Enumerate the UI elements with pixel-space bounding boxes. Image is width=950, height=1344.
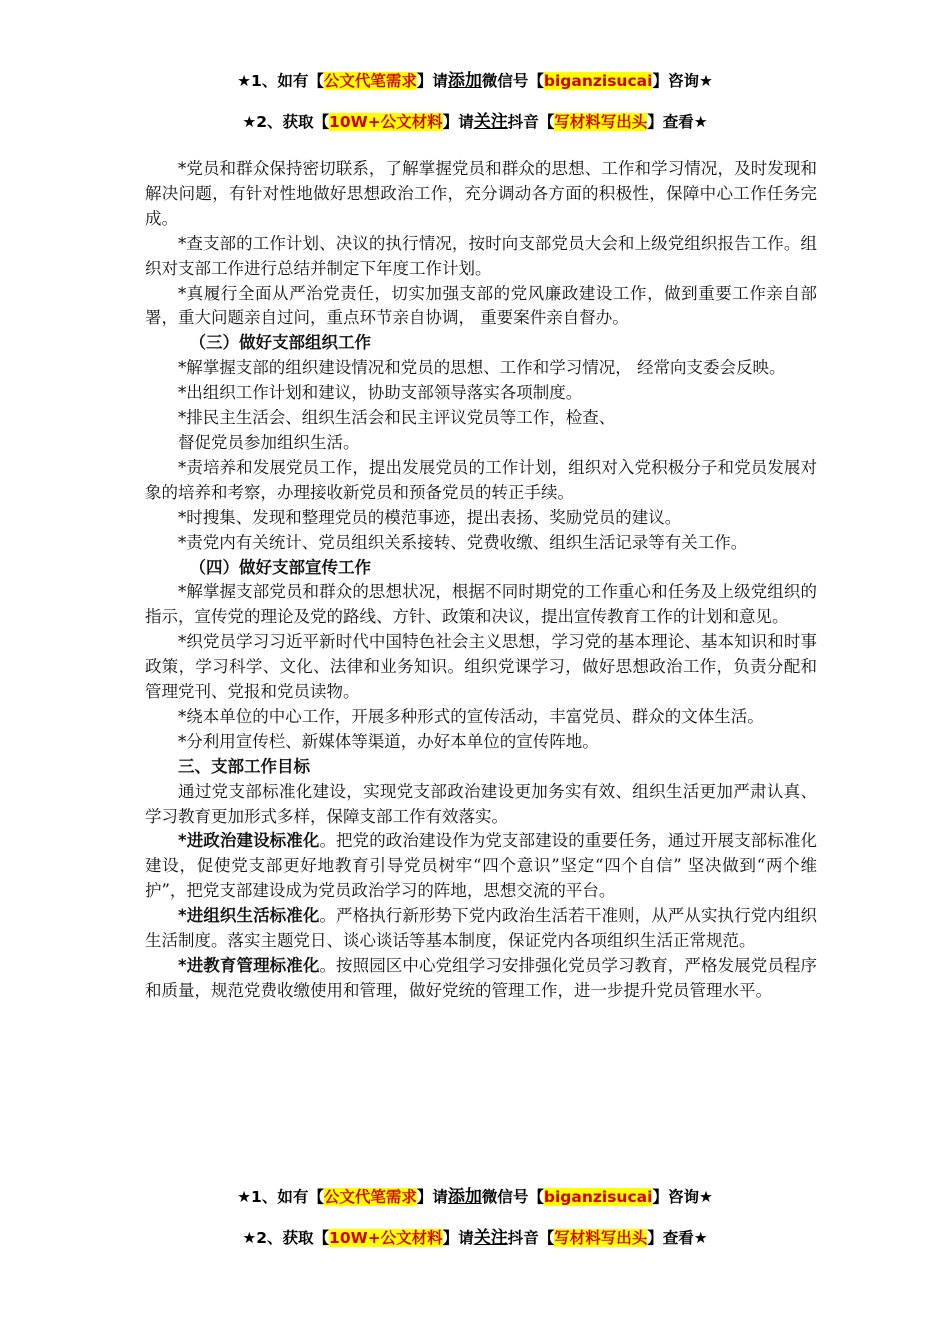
paragraph-text: 。把党的政治建设作为党支部建设的重要任务，通过开展支部标准化建设，促使党支部更好地教育引导党员树牢“四个意识”坚定“四个自信” 坚决做到“两个维护”，把党支部建设成为党员政治学习的阵地，思想交流的平台。 <box>145 831 818 901</box>
paragraph: *真履行全面从严治党责任，切实加强支部的党风廉政建设工作，做到重要工作亲自部署，重大问题亲自过问，重点环节亲自协调， 重要案件亲自督办。 <box>145 283 817 328</box>
paragraph: *责党内有关统计、党员组织关系接转、党费收缴、组织生活记录等有关工作。 <box>178 532 748 552</box>
banner-highlight: 10W+公文材料 <box>329 1229 443 1247</box>
section-heading: （三）做好支部组织工作 <box>189 333 372 353</box>
banner-highlight: biganzisucai <box>543 72 653 90</box>
banner-text: 】请 <box>416 72 448 90</box>
paragraph-text: 。严格执行新形势下党内政治生活若干准则，从严从实执行党内组织生活制度。落实主题党日、谈心谈话等基本制度，保证党内各项组织生活正常规范。 <box>145 906 818 951</box>
promo-banner-top-line1 <box>0 70 950 92</box>
paragraph: *解掌握支部的组织建设情况和党员的思想、工作和学习情况， 经常向支委会反映。 <box>178 358 786 378</box>
banner-text: 】请 <box>442 1229 474 1247</box>
section-heading: 三、支部工作目标 <box>178 756 310 776</box>
paragraph: *党员和群众保持密切联系，了解掌握党员和群众的思想、工作和学习情况，及时发现和解决问题，有针对性地做好思想政治工作，充分调动各方面的积极性，保障中心工作任务完成。 <box>145 159 817 228</box>
paragraph: *解掌握支部党员和群众的思想状况，根据不同时期党的工作重心和任务及上级党组织的指示，宣传党的理论及党的路线、方针、政策和决议，提出宣传教育工作的计划和意见。 <box>145 582 817 627</box>
banner-highlight: 公文代笔需求 <box>323 1188 417 1206</box>
bold-lead: *进组织生活标准化 <box>178 906 320 926</box>
banner-underline: 关注 <box>473 1228 508 1248</box>
section-heading: （四）做好支部宣传工作 <box>189 557 372 577</box>
banner-text: 】请 <box>416 1188 448 1206</box>
banner-text: 微信号【 <box>481 1188 544 1206</box>
banner-text: 】请 <box>442 113 474 131</box>
banner-text: ★2、获取【 <box>242 113 330 131</box>
banner-underline: 关注 <box>473 112 508 132</box>
banner-highlight: 写材料写出头 <box>554 1229 648 1247</box>
paragraph: *时搜集、发现和整理党员的模范事迹，提出表扬、奖励党员的建议。 <box>178 507 682 527</box>
paragraph <box>145 904 817 954</box>
banner-text: 抖音【 <box>507 113 555 131</box>
banner-text: 抖音【 <box>507 1229 555 1247</box>
paragraph: *责培养和发展党员工作，提出发展党员的工作计划，组织对入党积极分子和党员发展对象的培养和考察，办理接收新党员和预备党员的转正手续。 <box>145 457 817 502</box>
bold-lead: *进政治建设标准化 <box>178 831 320 851</box>
banner-text: ★1、如有【 <box>237 72 324 90</box>
banner-highlight: 公文代笔需求 <box>323 72 417 90</box>
banner-text: 】咨询★ <box>652 72 713 90</box>
promo-banner-bottom-line1 <box>0 1186 950 1208</box>
paragraph: 督促党员参加组织生活。 <box>178 432 360 452</box>
paragraph: *绕本单位的中心工作，开展多种形式的宣传活动，丰富党员、群众的文体生活。 <box>178 706 764 726</box>
banner-underline: 添加 <box>447 1187 482 1207</box>
banner-highlight: 10W+公文材料 <box>329 113 443 131</box>
banner-highlight: 写材料写出头 <box>554 113 648 131</box>
paragraph: *出组织工作计划和建议，协助支部领导落实各项制度。 <box>178 383 583 403</box>
banner-highlight: biganzisucai <box>543 1188 653 1206</box>
paragraph-text: 。按照园区中心党组学习安排强化党员学习教育，严格发展党员程序和质量，规范党费收缴使用和管理，做好党统的管理工作，进一步提升党员管理水平。 <box>145 956 818 1000</box>
bold-lead: *进教育管理标准化 <box>178 956 320 975</box>
paragraph: *织党员学习习近平新时代中国特色社会主义思想，学习党的基本理论、基本知识和时事政策，学习科学、文化、法律和业务知识。组织党课学习，做好思想政治工作，负责分配和管理党刊、党报和党员读物。 <box>145 632 817 702</box>
banner-underline: 添加 <box>447 71 482 91</box>
paragraph: *分利用宣传栏、新媒体等渠道，办好本单位的宣传阵地。 <box>178 731 599 751</box>
paragraph: 通过党支部标准化建设，实现党支部政治建设更加务实有效、组织生活更加严肃认真、学习教育更加形式多样，保障支部工作有效落实。 <box>145 781 817 826</box>
paragraph <box>145 954 817 1004</box>
document-body <box>145 157 817 1004</box>
banner-text: ★1、如有【 <box>237 1188 324 1206</box>
banner-text: 】查看★ <box>647 113 708 131</box>
paragraph: *查支部的工作计划、决议的执行情况，按时向支部党员大会和上级党组织报告工作。组织对支部工作进行总结并制定下年度工作计划。 <box>145 233 817 278</box>
banner-text: 】查看★ <box>647 1229 708 1247</box>
banner-text: 】咨询★ <box>652 1188 713 1206</box>
banner-text: 微信号【 <box>481 72 544 90</box>
paragraph: *排民主生活会、组织生活会和民主评议党员等工作，检查、 <box>178 408 616 428</box>
promo-banner-bottom-line2 <box>0 1227 950 1249</box>
banner-text: ★2、获取【 <box>242 1229 330 1247</box>
promo-banner-top-line2 <box>0 111 950 133</box>
paragraph <box>145 829 817 904</box>
